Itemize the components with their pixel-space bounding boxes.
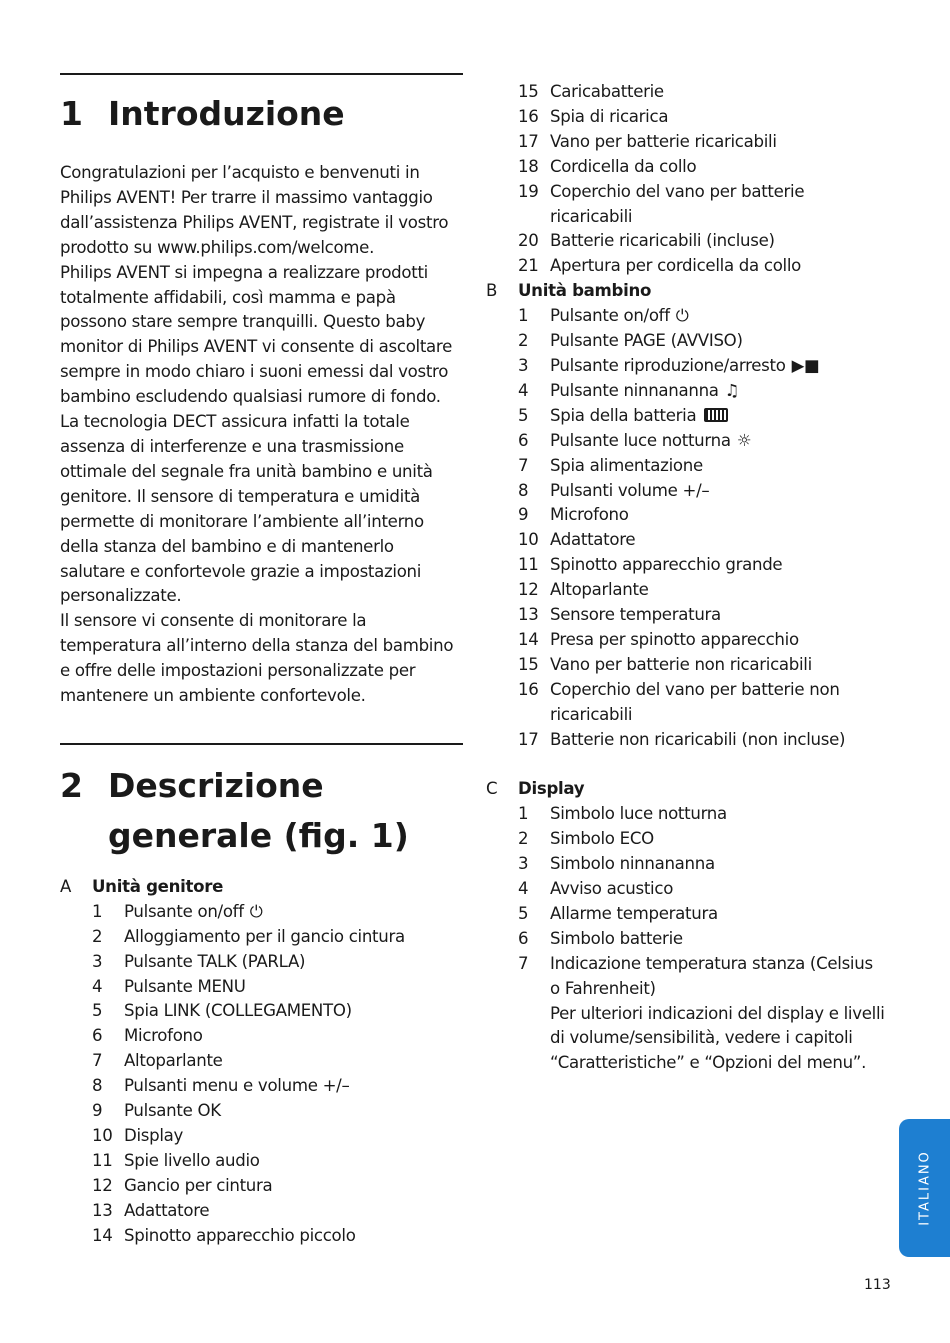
list-item <box>518 902 886 927</box>
item-text <box>550 429 886 454</box>
item-number: 18 <box>518 156 539 176</box>
item-text <box>124 1049 463 1074</box>
group-a-letter: A <box>60 876 72 896</box>
item-label: Pulsante OK <box>124 1101 221 1121</box>
section-1-title: Introduzione <box>108 94 345 133</box>
item-text <box>550 678 886 728</box>
language-tab-label: ITALIANO <box>917 1150 932 1226</box>
item-label: Spia alimentazione <box>550 455 703 475</box>
item-text <box>550 877 886 902</box>
item-label: Pulsante luce notturna <box>550 430 731 450</box>
item-symbol-icon: ⏻ <box>675 306 689 326</box>
group-c-note <box>486 1002 886 1077</box>
item-number: 5 <box>518 903 529 923</box>
item-text <box>550 902 886 927</box>
item-number: 17 <box>518 729 539 749</box>
item-number: 7 <box>92 1051 103 1071</box>
list-item <box>92 1199 463 1224</box>
item-number: 3 <box>518 854 529 874</box>
item-number: 5 <box>518 405 529 425</box>
item-label: Pulsante on/off <box>124 901 244 921</box>
item-text <box>550 503 886 528</box>
section-2 <box>60 743 463 861</box>
intro-paragraph-1: Congratulazioni per l’acquisto e benvenuti in Philips AVENT! Per trarre il massimo vantaggio dall’assistenza Philips AVENT, registrate il vostro prodotto su www.philips.com/welcome. <box>60 163 449 257</box>
item-text <box>550 80 886 105</box>
item-number: 11 <box>518 555 539 575</box>
item-number: 9 <box>518 505 529 525</box>
item-label: Spia di ricarica <box>550 106 669 126</box>
item-text <box>550 130 886 155</box>
item-label: Pulsanti menu e volume +/– <box>124 1076 350 1096</box>
list-item <box>518 578 886 603</box>
item-number: 6 <box>518 430 529 450</box>
section-1-rule <box>60 73 463 75</box>
item-number: 13 <box>92 1200 113 1220</box>
item-symbol-icon: ⏻ <box>249 901 263 921</box>
item-label: Microfono <box>124 1026 203 1046</box>
group-c-heading <box>486 777 886 802</box>
item-text <box>124 1174 463 1199</box>
group-b-title: Unità bambino <box>518 281 652 301</box>
list-item <box>518 877 886 902</box>
item-symbol-icon: ♫ <box>724 380 740 400</box>
group-a <box>60 875 463 1249</box>
list-item <box>518 329 886 354</box>
item-number: 2 <box>92 926 103 946</box>
item-text <box>124 1024 463 1049</box>
list-item <box>518 728 886 753</box>
item-text <box>550 603 886 628</box>
list-item <box>518 653 886 678</box>
item-number: 3 <box>92 951 103 971</box>
item-label: Pulsanti volume +/– <box>550 480 710 500</box>
item-text <box>550 802 886 827</box>
list-item <box>92 950 463 975</box>
list-item <box>518 628 886 653</box>
item-number: 20 <box>518 231 539 251</box>
list-item <box>92 1124 463 1149</box>
item-number: 9 <box>92 1101 103 1121</box>
item-number: 2 <box>518 331 529 351</box>
group-c-list <box>486 802 886 1001</box>
item-label: Apertura per cordicella da collo <box>550 256 802 276</box>
item-number: 7 <box>518 455 529 475</box>
item-label: Pulsante TALK (PARLA) <box>124 951 306 971</box>
item-label: Avviso acustico <box>550 878 674 898</box>
item-number: 15 <box>518 82 539 101</box>
item-label: Pulsante MENU <box>124 976 246 996</box>
group-c <box>486 777 886 1076</box>
item-label: Batterie ricaricabili (incluse) <box>550 231 775 251</box>
list-item <box>518 404 886 429</box>
list-item <box>92 1024 463 1049</box>
spacer <box>486 752 886 777</box>
item-text <box>124 1124 463 1149</box>
list-item <box>518 454 886 479</box>
list-item <box>518 479 886 504</box>
group-a-continued <box>486 80 886 279</box>
list-item <box>92 999 463 1024</box>
item-text <box>550 927 886 952</box>
list-item <box>518 678 886 728</box>
list-item <box>92 1049 463 1074</box>
list-item <box>92 1099 463 1124</box>
section-2-title-line-1: Descrizione <box>108 765 324 805</box>
list-item <box>518 379 886 404</box>
item-text <box>550 354 886 379</box>
item-label: Cordicella da collo <box>550 156 697 176</box>
item-text <box>550 827 886 852</box>
item-label: Altoparlante <box>124 1051 223 1071</box>
language-tab <box>899 1119 950 1257</box>
item-label: Display <box>124 1126 184 1145</box>
section-2-number: 2 <box>60 765 83 805</box>
item-number: 4 <box>92 976 103 996</box>
section-1-heading <box>60 89 463 139</box>
list-item <box>518 80 886 105</box>
item-label: Alloggiamento per il gancio cintura <box>124 926 405 946</box>
list-item <box>518 503 886 528</box>
list-item <box>518 802 886 827</box>
item-label: Coperchio del vano per batterie non ricaricabili <box>550 679 840 724</box>
item-number: 13 <box>518 605 539 625</box>
item-number: 7 <box>518 953 529 973</box>
group-a-list <box>60 900 463 1249</box>
list-item <box>518 528 886 553</box>
section-2-title-line-2: generale (fig. 1) <box>108 815 409 855</box>
list-item <box>518 852 886 877</box>
item-number: 6 <box>92 1026 103 1046</box>
item-label: Vano per batterie non ricaricabili <box>550 654 812 674</box>
item-text <box>550 628 886 653</box>
item-text <box>550 379 886 404</box>
list-item <box>92 1174 463 1199</box>
item-label: Spinotto apparecchio piccolo <box>124 1225 356 1245</box>
item-label: Simbolo luce notturna <box>550 804 727 824</box>
intro-paragraph-3: Il sensore vi consente di monitorare la temperatura all’interno della stanza del bambino e offre delle impostazioni personalizzate per mantenere un ambiente confortevole. <box>60 611 454 706</box>
item-label: Spia della batteria <box>550 405 697 425</box>
group-c-title: Display <box>518 779 585 799</box>
item-label: Sensore temperatura <box>550 605 721 625</box>
item-label: Adattatore <box>550 530 636 550</box>
group-a-heading <box>60 875 463 900</box>
item-number: 16 <box>518 106 539 126</box>
item-number: 3 <box>518 355 529 375</box>
group-b-list <box>486 304 886 752</box>
left-column <box>60 73 463 1249</box>
item-number: 12 <box>518 580 539 600</box>
item-text <box>550 105 886 130</box>
item-text <box>124 975 463 1000</box>
item-symbol-icon: ▶■ <box>791 355 820 375</box>
item-text <box>124 925 463 950</box>
list-item <box>518 354 886 379</box>
item-text <box>550 454 886 479</box>
item-text <box>124 950 463 975</box>
item-label: Microfono <box>550 505 629 525</box>
item-number: 21 <box>518 256 539 276</box>
group-a-list-continued <box>486 80 886 279</box>
item-number: 17 <box>518 131 539 151</box>
item-number: 6 <box>518 928 529 948</box>
item-number: 4 <box>518 380 529 400</box>
group-b <box>486 279 886 752</box>
item-label: Allarme temperatura <box>550 903 718 923</box>
item-label: Pulsante ninnananna <box>550 380 719 400</box>
group-c-letter: C <box>486 779 498 799</box>
list-item <box>518 180 886 230</box>
list-item <box>518 229 886 254</box>
item-number: 8 <box>92 1076 103 1096</box>
item-label: Gancio per cintura <box>124 1175 273 1195</box>
item-text <box>124 1199 463 1224</box>
item-text <box>550 329 886 354</box>
item-label: Altoparlante <box>550 580 649 600</box>
list-item <box>518 603 886 628</box>
list-item <box>518 553 886 578</box>
list-item <box>518 952 886 1002</box>
item-symbol-icon: ☼ <box>736 430 752 450</box>
list-item <box>92 1149 463 1174</box>
item-number: 4 <box>518 878 529 898</box>
item-number: 16 <box>518 679 539 699</box>
item-text <box>550 180 886 230</box>
item-text <box>550 155 886 180</box>
item-text <box>550 952 886 1002</box>
item-text <box>124 1224 463 1249</box>
list-item <box>92 925 463 950</box>
item-number: 14 <box>92 1225 113 1245</box>
item-number: 11 <box>92 1150 113 1170</box>
item-number: 1 <box>518 306 529 326</box>
intro-text <box>60 161 463 709</box>
item-number: 8 <box>518 480 529 500</box>
item-text <box>550 852 886 877</box>
item-label: Vano per batterie ricaricabili <box>550 131 777 151</box>
list-item <box>518 827 886 852</box>
section-1-number: 1 <box>60 94 83 133</box>
item-label: Pulsante PAGE (AVVISO) <box>550 331 743 351</box>
list-item <box>518 155 886 180</box>
item-label: Pulsante riproduzione/arresto <box>550 355 786 375</box>
item-number: 19 <box>518 181 539 201</box>
list-item <box>518 304 886 329</box>
item-text <box>550 578 886 603</box>
item-label: Coperchio del vano per batterie ricaricabili <box>550 181 805 226</box>
item-text <box>550 653 886 678</box>
item-number: 15 <box>518 654 539 674</box>
item-label: Simbolo batterie <box>550 928 683 948</box>
item-number: 12 <box>92 1175 113 1195</box>
item-number: 1 <box>518 804 529 824</box>
battery-icon <box>704 408 728 422</box>
list-item <box>518 130 886 155</box>
item-label: Pulsante on/off <box>550 306 670 326</box>
item-label: Simbolo ECO <box>550 829 654 849</box>
item-text <box>124 1149 463 1174</box>
item-number: 1 <box>92 901 103 921</box>
item-number: 10 <box>518 530 539 550</box>
item-number: 14 <box>518 629 539 649</box>
item-text <box>550 479 886 504</box>
group-c-note-text: Per ulteriori indicazioni del display e livelli di volume/sensibilità, vedere i capitoli “Caratteristiche” e “Opzioni del menu”. <box>550 1003 885 1073</box>
item-label: Simbolo ninnananna <box>550 854 715 874</box>
list-item <box>92 1074 463 1099</box>
list-item <box>92 900 463 925</box>
list-item <box>92 1224 463 1249</box>
item-text <box>124 900 463 925</box>
item-text <box>550 728 886 753</box>
list-item <box>518 105 886 130</box>
page-number: 113 <box>864 1277 891 1293</box>
item-label: Batterie non ricaricabili (non incluse) <box>550 729 846 749</box>
item-text <box>550 304 886 329</box>
item-text <box>124 1099 463 1124</box>
right-column <box>486 80 886 1076</box>
group-a-title: Unità genitore <box>92 876 224 896</box>
item-label: Adattatore <box>124 1200 210 1220</box>
item-label: Indicazione temperatura stanza (Celsius o Fahrenheit) <box>550 953 873 998</box>
item-text <box>550 404 886 429</box>
group-b-letter: B <box>486 281 498 301</box>
list-item <box>518 429 886 454</box>
item-label: Spia LINK (COLLEGAMENTO) <box>124 1001 352 1021</box>
item-text <box>124 1074 463 1099</box>
list-item <box>518 254 886 279</box>
item-label: Caricabatterie <box>550 82 664 101</box>
item-text <box>550 553 886 578</box>
item-text <box>550 254 886 279</box>
item-label: Presa per spinotto apparecchio <box>550 629 799 649</box>
group-b-heading <box>486 279 886 304</box>
item-text <box>550 229 886 254</box>
item-label: Spinotto apparecchio grande <box>550 555 783 575</box>
item-text <box>550 528 886 553</box>
list-item <box>92 975 463 1000</box>
item-number: 5 <box>92 1001 103 1021</box>
section-2-title <box>108 761 463 861</box>
item-label: Spie livello audio <box>124 1150 260 1170</box>
item-number: 2 <box>518 829 529 849</box>
section-2-rule <box>60 743 463 745</box>
item-number: 10 <box>92 1126 113 1145</box>
list-item <box>518 927 886 952</box>
item-text <box>124 999 463 1024</box>
section-2-heading <box>60 761 463 861</box>
intro-paragraph-2: Philips AVENT si impegna a realizzare prodotti totalmente affidabili, così mamma e papà possono stare sempre tranquilli. Questo baby monitor di Philips AVENT vi consente di ascoltare sempre in modo chiaro i suoni emessi dal vostro bambino escludendo qualsiasi rumore di fondo. La tecnologia DECT assicura infatti la totale assenza di interferenze e una trasmissione ottimale del segnale fra unità bambino e unità genitore. Il sensore di temperatura e umidità permette di monitorare l’ambiente all’interno della stanza del bambino e di mantenerlo salutare e confortevole grazie a impostazioni personalizzate. <box>60 262 452 606</box>
